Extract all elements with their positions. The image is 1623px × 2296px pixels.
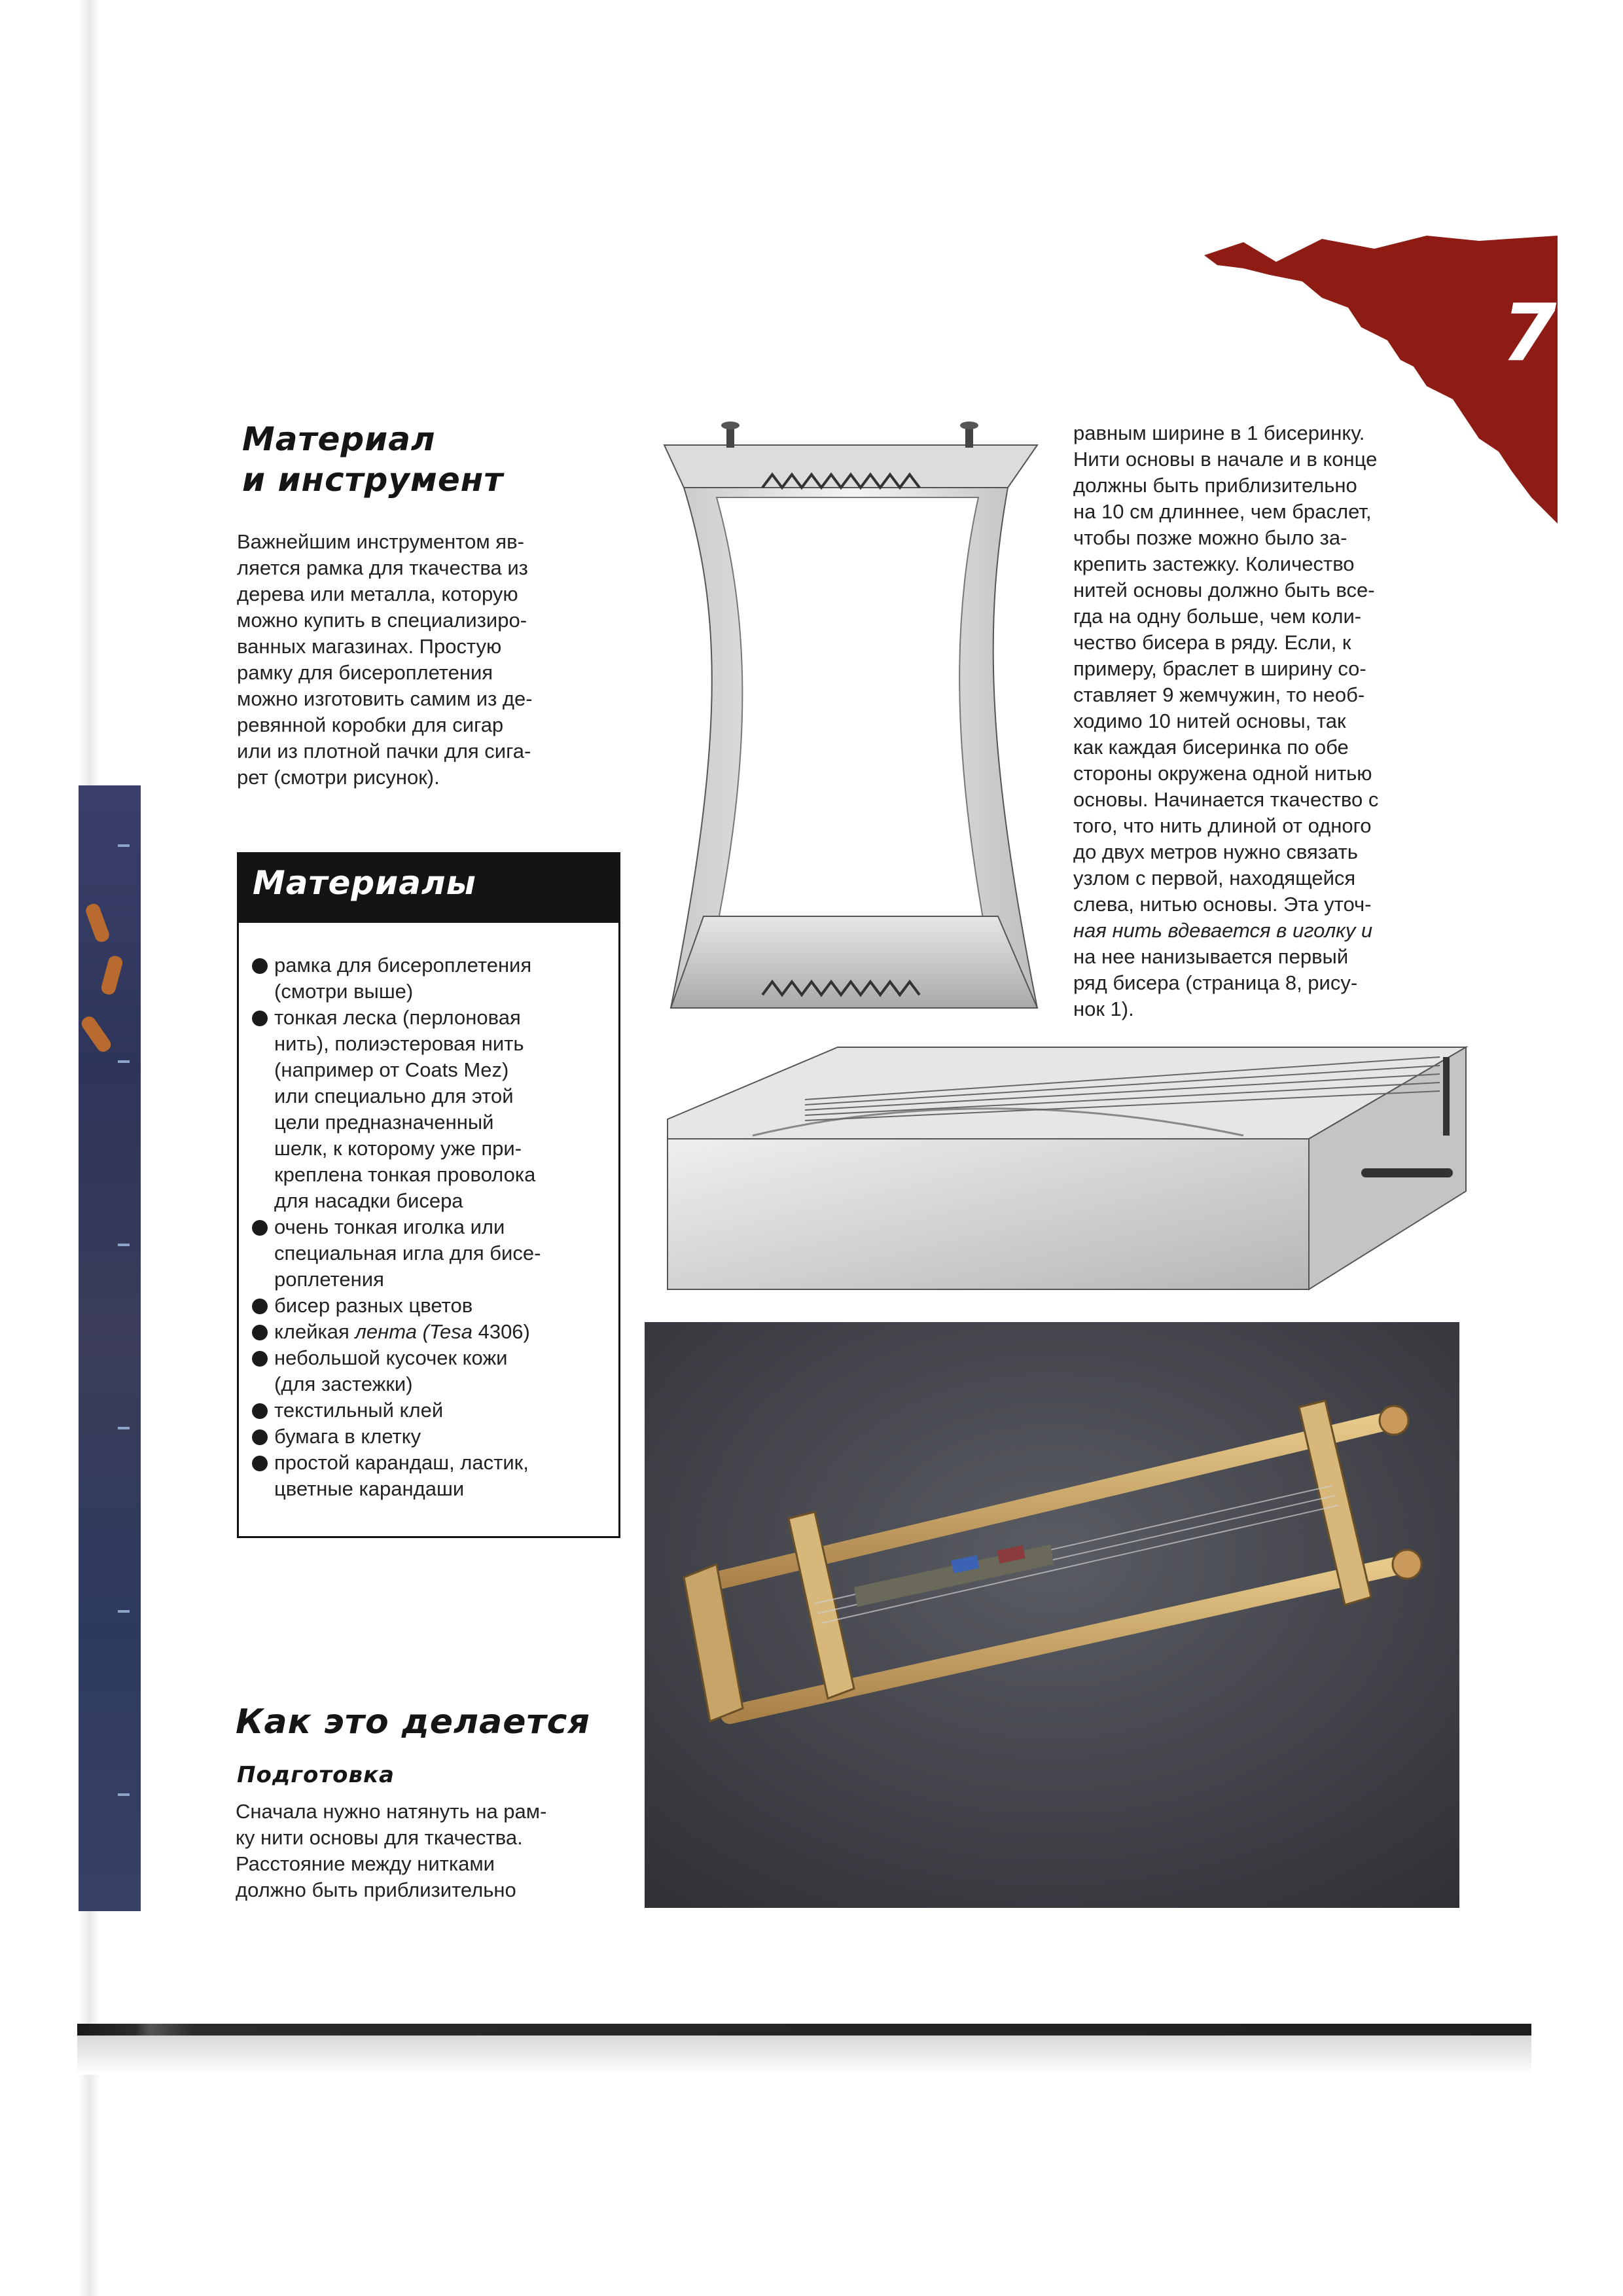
text-line: Важнейшим инструментом яв-: [237, 530, 524, 553]
bead-loom-photo: [645, 1322, 1459, 1908]
facing-page-photo-strip: [79, 785, 141, 1911]
list-item: бисер разных цветов: [251, 1293, 617, 1319]
text-line: чтобы позже можно было за-: [1073, 526, 1347, 549]
frame-illustration: [645, 419, 1050, 1014]
text-line: равным ширине в 1 бисеринку.: [1073, 422, 1365, 444]
bullet-icon: [252, 1351, 268, 1367]
text-line: основы. Начинается ткачество с: [1073, 788, 1379, 811]
text-line: должны быть приблизительно: [1073, 474, 1357, 497]
text-line: ревянной коробки для сигар: [237, 713, 504, 736]
list-item: текстильный клей: [251, 1397, 617, 1424]
text-line: как каждая бисеринка по обе: [1073, 736, 1349, 759]
box-rod: [1443, 1057, 1450, 1136]
bullet-icon: [252, 1299, 268, 1314]
box-loom-illustration: [654, 1028, 1479, 1302]
text-line: ставляет 9 жемчужин, то необ-: [1073, 683, 1365, 706]
text-line: или из плотной пачки для сига-: [237, 740, 531, 762]
text-line: ванных магазинах. Простую: [237, 635, 502, 658]
list-item: тонкая леска (перлоновая нить), полиэстеровая нить (например от Coats Mez) или специально для этой цели предназначенный шелк, к которому уже при- креплена тонкая проволока для насадки бисера: [251, 1005, 617, 1214]
bullet-icon: [252, 1325, 268, 1340]
bottom-page-edge: [77, 2024, 1531, 2036]
text-line: на нее нанизывается первый: [1073, 945, 1349, 968]
materials-box-header: [237, 852, 620, 923]
list-item: небольшой кусочек кожи (для застежки): [251, 1345, 617, 1397]
text-line: слева, нитью основы. Эта уточ-: [1073, 893, 1372, 916]
photo-background: [645, 1322, 1459, 1908]
text-line: гда на одну больше, чем коли-: [1073, 605, 1362, 628]
bullet-icon: [252, 1011, 268, 1026]
text-line: на 10 см длиннее, чем браслет,: [1073, 500, 1372, 523]
text-line: узлом с первой, находящейся: [1073, 867, 1356, 889]
list-item: очень тонкая иголка или специальная игла для бисе- роплетения: [251, 1214, 617, 1293]
list-item: бумага в клетку: [251, 1424, 617, 1450]
text-line: можно изготовить самим из де-: [237, 687, 533, 710]
text-line: рет (смотри рисунок).: [237, 766, 440, 789]
text-line: дерева или металла, которую: [237, 583, 518, 605]
box-front: [668, 1139, 1309, 1289]
text-line: чество бисера в ряду. Если, к: [1073, 631, 1351, 654]
text-line: стороны окружена одной нитью: [1073, 762, 1372, 785]
page-number: 7: [1502, 288, 1557, 379]
list-item: простой карандаш, ластик, цветные карандаши: [251, 1450, 617, 1502]
text-line: нок 1).: [1073, 997, 1134, 1020]
frame-opening: [717, 497, 985, 929]
materials-list: [251, 952, 617, 1502]
bullet-icon: [252, 1403, 268, 1419]
how-it-is-done-title: Как это делается: [236, 1702, 590, 1742]
list-item: рамка для бисероплетения (смотри выше): [251, 952, 617, 1005]
bullet-icon: [252, 958, 268, 974]
text-line: ряд бисера (страница 8, рису-: [1073, 971, 1358, 994]
bullet-icon: [252, 1429, 268, 1445]
text-line: примеру, браслет в ширину со-: [1073, 657, 1366, 680]
text-line: нитей основы должно быть все-: [1073, 579, 1375, 601]
frame-peg-head: [960, 422, 978, 429]
text-line: Нити основы в начале и в конце: [1073, 448, 1378, 471]
text-line: крепить застежку. Количество: [1073, 552, 1355, 575]
materials-box: [237, 852, 620, 1538]
frame-top-edge: [664, 445, 1037, 488]
materials-box-title: Материалы: [253, 864, 476, 902]
text-line: рамку для бисероплетения: [237, 661, 493, 684]
preparation-subtitle: Подготовка: [237, 1762, 395, 1788]
text-line: ходимо 10 нитей основы, так: [1073, 709, 1346, 732]
frame-bottom-tray: [671, 916, 1037, 1008]
text-line: Сначала нужно натянуть на рам-: [236, 1800, 547, 1823]
preparation-text: [236, 1799, 615, 1903]
text-line: того, что нить длиной от одного: [1073, 814, 1372, 837]
loom-knob: [1393, 1550, 1421, 1579]
text-line: должно быть приблизительно: [236, 1878, 516, 1901]
material-intro-text: [237, 529, 603, 791]
text-line: ку нити основы для ткачества.: [236, 1826, 523, 1849]
text-line: до двух метров нужно связать: [1073, 840, 1358, 863]
loom-knob: [1380, 1406, 1408, 1435]
text-line: Расстояние между нитками: [236, 1852, 495, 1875]
material-section-title: [242, 419, 503, 500]
text-line: можно купить в специализиро-: [237, 609, 527, 632]
frame-peg-head: [721, 422, 740, 429]
bullet-icon: [252, 1220, 268, 1236]
text-line: ляется рамка для ткачества из: [237, 556, 528, 579]
list-item: клейкая лента (Tesa 4306): [251, 1319, 617, 1345]
bullet-icon: [252, 1456, 268, 1471]
box-rod-bottom: [1361, 1168, 1453, 1177]
title-line: Материал: [242, 420, 436, 458]
title-line: и инструмент: [242, 461, 504, 499]
bottom-edge-shadow: [77, 2036, 1531, 2075]
right-column-text: [1073, 420, 1492, 1022]
text-line-italic: ная нить вдевается в иголку и: [1073, 919, 1373, 942]
